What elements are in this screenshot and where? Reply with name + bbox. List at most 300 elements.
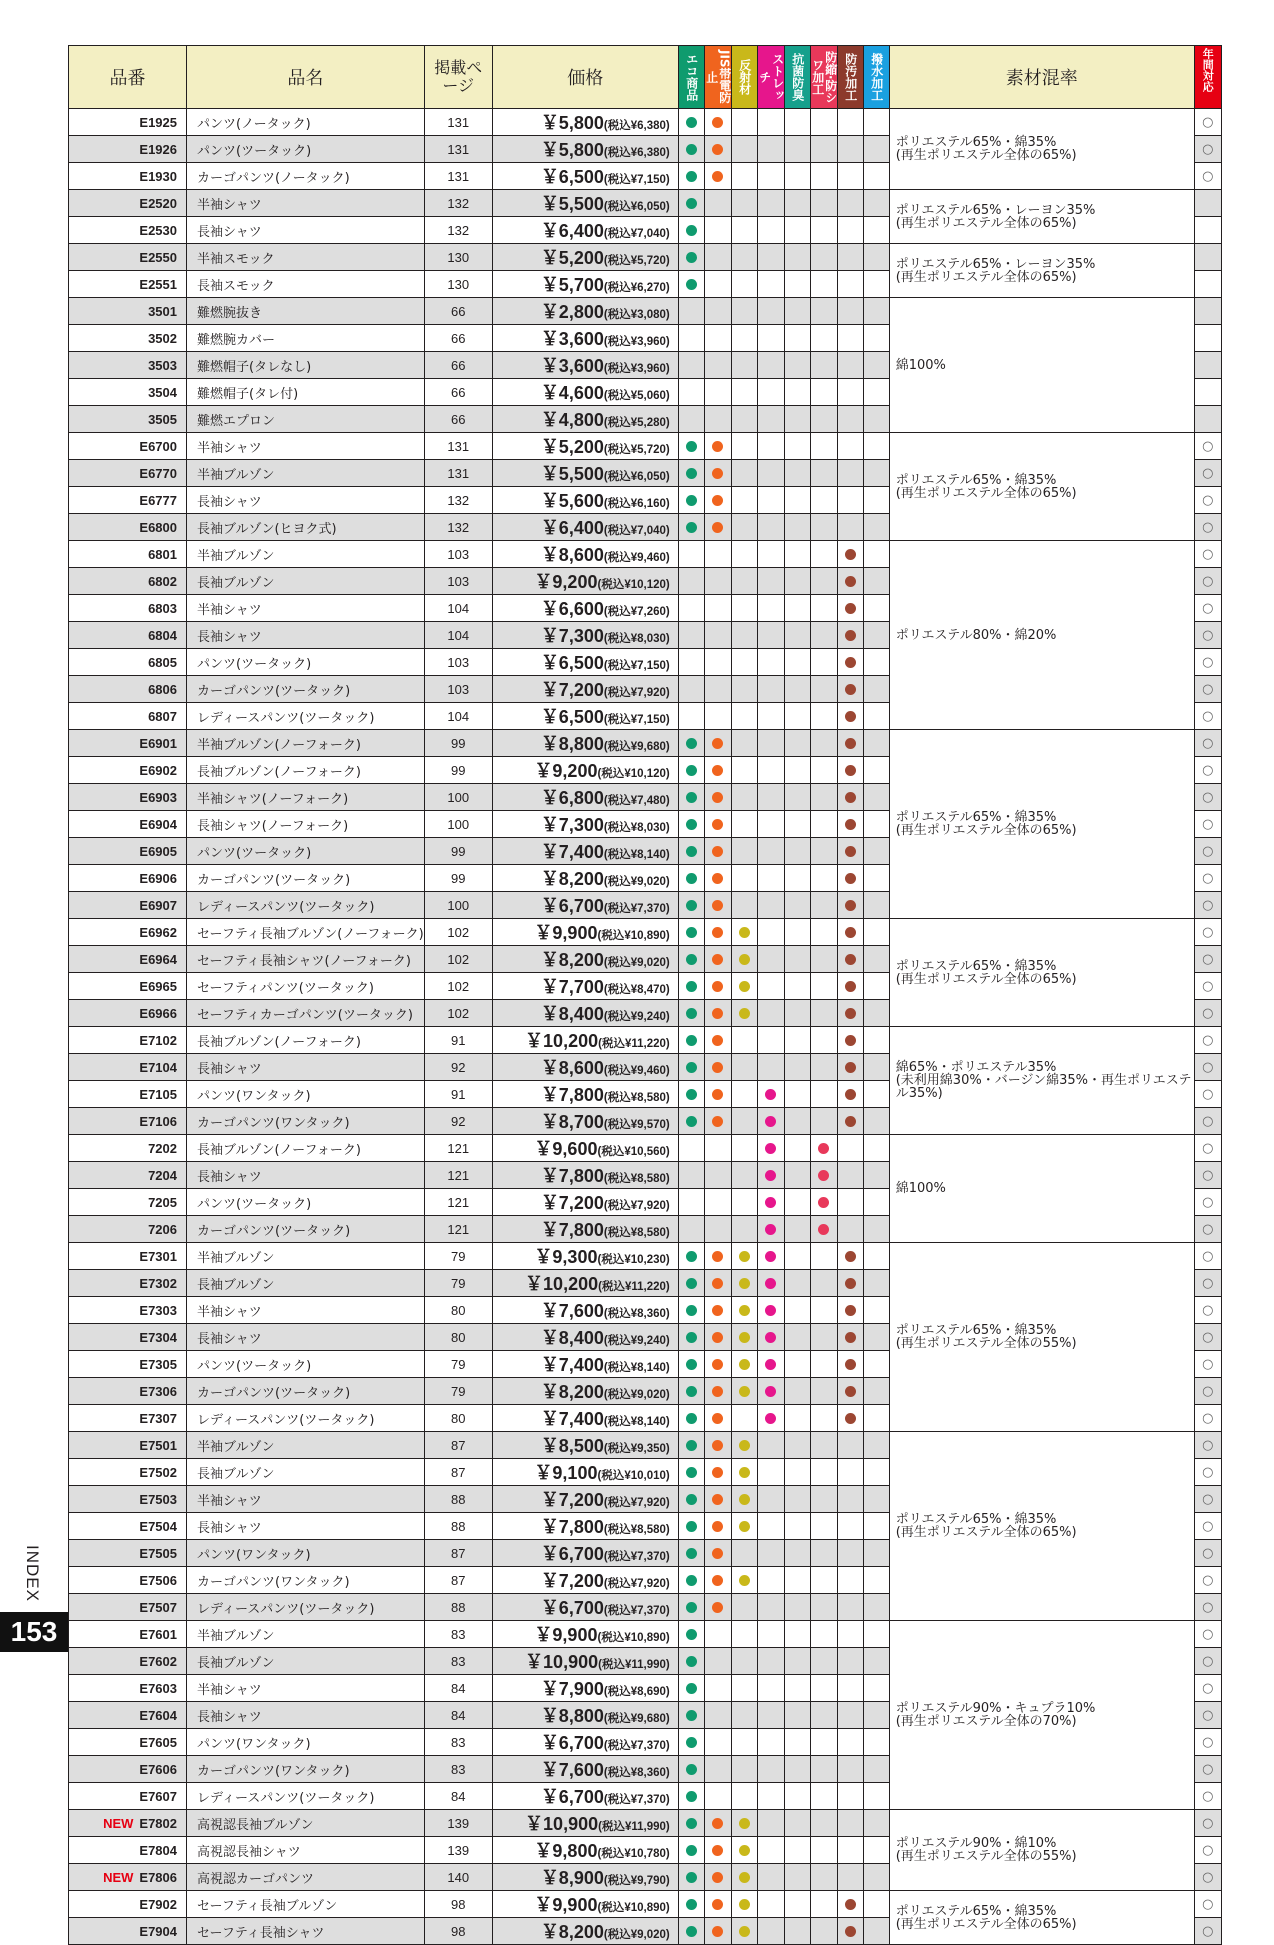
price-cell: ￥7,400(税込¥8,140) [492,838,678,865]
feature-flag-cell [704,1054,731,1081]
price: ￥5,500 [540,194,604,214]
price-cell: ￥2,800(税込¥3,080) [492,298,678,325]
feature-dot-icon [686,900,697,911]
material-composition: 綿100% [889,298,1194,433]
tax-included-price: ¥9,240 [630,1335,666,1347]
product-code: E7604 [139,1707,177,1723]
price-cell: ￥7,800(税込¥8,580) [492,1513,678,1540]
yearly-cell [1194,1486,1221,1513]
feature-flag-cell [704,865,731,892]
feature-flag-cell [704,811,731,838]
feature-flag-cell [784,1270,810,1297]
catalog-page: 79 [424,1270,492,1297]
feature-dot-icon [845,981,856,992]
product-name: 高視認長袖ブルゾン [187,1810,425,1837]
feature-flag-cell [757,1297,784,1324]
feature-dot-icon [739,927,750,938]
feature-flag-cell [863,1135,889,1162]
yearly-mark-icon: ○ [1202,1572,1214,1588]
price: ￥3,600 [540,329,604,349]
product-name: 長袖ブルゾン(ノーフォーク) [187,1027,425,1054]
feature-flag-cell [704,1756,731,1783]
feature-flag-cell [731,163,757,190]
feature-flag-cell [678,1756,704,1783]
tax-prefix: 税込 [607,390,631,402]
product-code: 6806 [148,681,177,697]
feature-dot-icon [686,198,697,209]
feature-flag-cell [810,973,837,1000]
product-name: 長袖シャツ [187,1513,425,1540]
feature-flag-cell [678,892,704,919]
table-body [69,109,1222,1945]
feature-flag-cell [704,163,731,190]
feature-flag-cell [784,433,810,460]
feature-flag-cell [678,1378,704,1405]
feature-flag-cell [810,1810,837,1837]
feature-flag-cell [678,946,704,973]
tax-included-price: ¥11,220 [624,1038,666,1050]
price-cell: ￥7,300(税込¥8,030) [492,811,678,838]
tax-included-price: ¥8,030 [630,633,666,645]
price: ￥7,600 [540,1760,604,1780]
catalog-page: 103 [424,568,492,595]
product-code: E7505 [139,1545,177,1561]
feature-dot-icon [845,1278,856,1289]
table-row [69,298,1222,325]
tax-included-price: ¥7,370 [630,1605,666,1617]
price: ￥8,200 [540,950,604,970]
yearly-mark-icon: ○ [1202,546,1214,562]
feature-flag-cell [757,1324,784,1351]
tax-prefix: 税込 [601,768,625,780]
feature-flag-cell [757,1621,784,1648]
product-name: 半袖ブルゾン [187,1432,425,1459]
tax-prefix: 税込 [607,309,631,321]
feature-flag-cell [731,1594,757,1621]
feature-dot-icon [739,1926,750,1937]
feature-flag-cell [837,1324,863,1351]
feature-flag-cell [837,568,863,595]
price-cell: ￥10,900(税込¥11,990) [492,1810,678,1837]
catalog-page: 88 [424,1513,492,1540]
feature-flag-cell [810,325,837,352]
product-code: E2520 [139,195,177,211]
feature-flag-cell [863,1648,889,1675]
feature-flag-cell [704,1540,731,1567]
feature-dot-icon [712,1062,723,1073]
feature-dot-icon [712,873,723,884]
product-name: 高視認長袖シャツ [187,1837,425,1864]
price: ￥5,600 [540,491,604,511]
product-code: E7602 [139,1653,177,1669]
feature-dot-icon [686,981,697,992]
yearly-cell [1194,1378,1221,1405]
feature-flag-cell [731,109,757,136]
feature-flag-cell [837,271,863,298]
tax-prefix: 税込 [607,606,631,618]
feature-flag-cell [757,1081,784,1108]
feature-dot-icon [739,1251,750,1262]
price-cell: ￥9,600(税込¥10,560) [492,1135,678,1162]
feature-dot-icon [739,1440,750,1451]
feature-flag-cell [837,1486,863,1513]
product-code-cell [69,1675,187,1702]
feature-dot-icon [686,117,697,128]
flag-header-label: 抗菌防臭 [790,53,805,101]
feature-flag-cell [837,1567,863,1594]
product-name: パンツ(ツータック) [187,838,425,865]
feature-flag-cell [731,1405,757,1432]
price-cell: ￥8,200(税込¥9,020) [492,1378,678,1405]
feature-flag-cell [863,1216,889,1243]
yearly-mark-icon: ○ [1202,1464,1214,1480]
product-code-cell [69,1027,187,1054]
catalog-page: 98 [424,1918,492,1945]
feature-flag-cell [810,1756,837,1783]
catalog-page: 87 [424,1459,492,1486]
yearly-cell [1194,811,1221,838]
product-code: E7303 [139,1302,177,1318]
tax-included-price: ¥7,370 [630,1551,666,1563]
feature-flag-cell [757,703,784,730]
feature-flag-cell [757,1216,784,1243]
price: ￥4,600 [540,383,604,403]
product-code: E7106 [139,1113,177,1129]
product-code: E7603 [139,1680,177,1696]
product-code: E6800 [139,519,177,535]
yearly-cell [1194,487,1221,514]
tax-included-price: ¥8,690 [630,1686,666,1698]
feature-dot-icon [765,1386,776,1397]
product-name: 長袖ブルゾン [187,1270,425,1297]
price: ￥10,200 [525,1274,599,1294]
yearly-header-label: 年間対応 [1201,48,1215,92]
material-composition: ポリエステル65%・綿35% (再生ポリエステル全体の65%) [889,1891,1194,1945]
product-name: 半袖ブルゾン [187,541,425,568]
feature-dot-icon [712,1278,723,1289]
feature-flag-cell [810,1297,837,1324]
feature-dot-icon [686,1008,697,1019]
material-composition: ポリエステル65%・レーヨン35% (再生ポリエステル全体の65%) [889,190,1194,244]
price: ￥2,800 [540,302,604,322]
catalog-page: 88 [424,1594,492,1621]
product-code: E6901 [139,735,177,751]
feature-dot-icon [712,1899,723,1910]
price-cell: ￥6,700(税込¥7,370) [492,1729,678,1756]
product-name: パンツ(ツータック) [187,649,425,676]
yearly-mark-icon: ○ [1202,1599,1214,1615]
price-cell: ￥6,700(税込¥7,370) [492,1540,678,1567]
feature-flag-cell [731,1135,757,1162]
price-cell: ￥8,900(税込¥9,790) [492,1864,678,1891]
yearly-mark-icon: ○ [1202,1383,1214,1399]
yearly-mark-icon: ○ [1202,843,1214,859]
feature-dot-icon [765,1359,776,1370]
feature-dot-icon [712,468,723,479]
price: ￥5,500 [540,464,604,484]
feature-flag-cell [863,163,889,190]
feature-flag-cell [837,1270,863,1297]
feature-flag-cell [757,1486,784,1513]
product-name: カーゴパンツ(ワンタック) [187,1108,425,1135]
feature-flag-cell [837,1216,863,1243]
yearly-mark-icon: ○ [1202,1194,1214,1210]
product-name: セーフティ長袖シャツ [187,1918,425,1945]
feature-flag-cell [837,1648,863,1675]
product-code: 7206 [148,1221,177,1237]
tax-included-price: ¥7,150 [630,660,666,672]
yearly-cell [1194,838,1221,865]
material-composition: ポリエステル65%・綿35% (再生ポリエステル全体の65%) [889,1432,1194,1621]
feature-flag-cell [784,1594,810,1621]
feature-dot-icon [686,1791,697,1802]
feature-dot-icon [686,765,697,776]
product-code-cell [69,1837,187,1864]
feature-flag-cell [784,379,810,406]
feature-flag-cell [810,784,837,811]
product-code-cell [69,1081,187,1108]
feature-flag-cell [757,325,784,352]
feature-flag-cell [704,1108,731,1135]
feature-flag-cell [678,163,704,190]
yearly-mark-icon: ○ [1202,573,1214,589]
yearly-mark-icon: ○ [1202,762,1214,778]
catalog-page: 130 [424,244,492,271]
feature-flag-cell [810,1783,837,1810]
yearly-mark-icon: ○ [1202,1788,1214,1804]
price: ￥3,600 [540,356,604,376]
feature-dot-icon [739,1872,750,1883]
product-code-cell [69,1756,187,1783]
feature-flag-cell [863,1189,889,1216]
tax-included-price: ¥5,060 [630,390,666,402]
feature-flag-cell [810,1081,837,1108]
product-code-cell [69,190,187,217]
catalog-page: 83 [424,1648,492,1675]
feature-flag-cell [863,217,889,244]
yearly-cell [1194,1243,1221,1270]
price: ￥7,800 [540,1517,604,1537]
feature-flag-cell [784,163,810,190]
feature-dot-icon [686,441,697,452]
catalog-page: 99 [424,730,492,757]
feature-flag-cell [863,892,889,919]
feature-flag-cell [678,919,704,946]
yearly-cell [1194,1918,1221,1945]
yearly-mark-icon: ○ [1202,465,1214,481]
catalog-page: 131 [424,433,492,460]
price: ￥7,300 [540,815,604,835]
feature-flag-cell [863,919,889,946]
feature-flag-cell [757,1891,784,1918]
yearly-mark-icon: ○ [1202,1302,1214,1318]
feature-flag-cell [678,730,704,757]
tax-prefix: 税込 [607,174,631,186]
feature-dot-icon [712,900,723,911]
material-composition: ポリエステル90%・綿10% (再生ポリエステル全体の55%) [889,1810,1194,1891]
feature-dot-icon [712,954,723,965]
feature-flag-cell [678,757,704,784]
tax-included-price: ¥6,270 [630,282,666,294]
feature-flag-cell [757,1810,784,1837]
feature-dot-icon [845,1386,856,1397]
price: ￥8,500 [540,1436,604,1456]
material-composition: ポリエステル65%・綿35% (再生ポリエステル全体の65%) [889,919,1194,1027]
catalog-page: 102 [424,1000,492,1027]
tax-prefix: 税込 [607,1119,631,1131]
feature-dot-icon [845,549,856,560]
feature-dot-icon [686,1872,697,1883]
feature-flag-cell [837,217,863,244]
feature-flag-cell [731,1216,757,1243]
feature-flag-cell [863,325,889,352]
product-code: E6906 [139,870,177,886]
yearly-mark-icon: ○ [1202,789,1214,805]
feature-dot-icon [712,522,723,533]
product-code-cell [69,595,187,622]
feature-dot-icon [686,1737,697,1748]
feature-flag-cell [757,298,784,325]
tax-prefix: 税込 [601,1146,625,1158]
product-code: 6804 [148,627,177,643]
tax-included-price: ¥8,580 [630,1173,666,1185]
feature-dot-icon [686,738,697,749]
price: ￥6,600 [540,599,604,619]
feature-flag-cell [731,595,757,622]
feature-flag-cell [784,1837,810,1864]
feature-flag-cell [810,1243,837,1270]
tax-included-price: ¥7,480 [630,795,666,807]
feature-flag-cell [704,1000,731,1027]
feature-flag-cell [704,460,731,487]
feature-dot-icon [686,225,697,236]
price: ￥7,300 [540,626,604,646]
yearly-mark-icon: ○ [1202,1005,1214,1021]
col-header-page: 掲載ページ [424,46,492,109]
yearly-cell [1194,1270,1221,1297]
feature-dot-icon [712,1602,723,1613]
yearly-cell [1194,1837,1221,1864]
product-name: 難燃腕抜き [187,298,425,325]
product-code: E6964 [139,951,177,967]
feature-flag-cell [837,1891,863,1918]
feature-dot-icon [686,1035,697,1046]
feature-dot-icon [765,1413,776,1424]
page-number: 153 [0,1612,68,1652]
yearly-cell [1194,1324,1221,1351]
product-code: 3505 [148,411,177,427]
product-code-cell [69,811,187,838]
yearly-cell [1194,460,1221,487]
product-name: 高視認カーゴパンツ [187,1864,425,1891]
price-cell: ￥6,600(税込¥7,260) [492,595,678,622]
feature-flag-cell [784,1351,810,1378]
feature-dot-icon [712,1089,723,1100]
tax-prefix: 税込 [607,228,631,240]
catalog-page: 98 [424,1891,492,1918]
yearly-cell [1194,406,1221,433]
yearly-cell [1194,1189,1221,1216]
product-name: 難燃エプロン [187,406,425,433]
feature-flag-cell [810,1108,837,1135]
feature-flag-cell [731,730,757,757]
feature-dot-icon [686,144,697,155]
feature-flag-cell [731,1648,757,1675]
yearly-cell [1194,1432,1221,1459]
price-cell: ￥6,400(税込¥7,040) [492,514,678,541]
feature-flag-cell [678,1054,704,1081]
product-name: 半袖ブルゾン [187,1243,425,1270]
feature-flag-cell [863,1405,889,1432]
tax-included-price: ¥3,960 [630,336,666,348]
tax-prefix: 税込 [607,201,631,213]
product-name: 長袖シャツ [187,1054,425,1081]
feature-dot-icon [686,1575,697,1586]
price: ￥6,500 [540,167,604,187]
feature-flag-cell [784,1405,810,1432]
feature-flag-cell [863,595,889,622]
feature-dot-icon [845,1926,856,1937]
feature-flag-cell [731,1108,757,1135]
catalog-page: 87 [424,1567,492,1594]
tax-prefix: 税込 [607,1416,631,1428]
tax-prefix: 税込 [607,1929,631,1941]
table-row [69,919,1222,946]
price-cell: ￥7,200(税込¥7,920) [492,1567,678,1594]
feature-flag-cell [863,298,889,325]
feature-dot-icon [845,1332,856,1343]
feature-dot-icon [712,1845,723,1856]
tax-prefix: 税込 [607,633,631,645]
feature-flag-cell [757,1189,784,1216]
product-code: E7904 [139,1923,177,1939]
feature-dot-icon [686,1548,697,1559]
feature-flag-cell [810,595,837,622]
feature-flag-cell [678,784,704,811]
price: ￥7,400 [540,1409,604,1429]
product-code-cell [69,946,187,973]
price: ￥8,600 [540,545,604,565]
feature-flag-cell [678,1135,704,1162]
feature-flag-cell [731,838,757,865]
price-cell: ￥7,200(税込¥7,920) [492,1486,678,1513]
feature-flag-cell [704,298,731,325]
product-code-cell [69,271,187,298]
yearly-cell [1194,1891,1221,1918]
tax-prefix: 税込 [607,1713,631,1725]
yearly-cell [1194,1648,1221,1675]
price-cell: ￥5,600(税込¥6,160) [492,487,678,514]
price: ￥8,200 [540,1382,604,1402]
price: ￥6,700 [540,896,604,916]
feature-dot-icon [845,1089,856,1100]
product-code-cell [69,1810,187,1837]
tax-prefix: 税込 [607,714,631,726]
feature-dot-icon [739,1008,750,1019]
feature-dot-icon [712,171,723,182]
feature-flag-cell [678,1486,704,1513]
product-name: 長袖ブルゾン(ヒヨク式) [187,514,425,541]
feature-flag-cell [731,1621,757,1648]
yearly-cell [1194,1216,1221,1243]
catalog-page: 79 [424,1378,492,1405]
feature-dot-icon [712,1494,723,1505]
feature-flag-cell [757,622,784,649]
yearly-cell [1194,1675,1221,1702]
yearly-mark-icon: ○ [1202,600,1214,616]
product-code: E7105 [139,1086,177,1102]
feature-flag-cell [678,811,704,838]
